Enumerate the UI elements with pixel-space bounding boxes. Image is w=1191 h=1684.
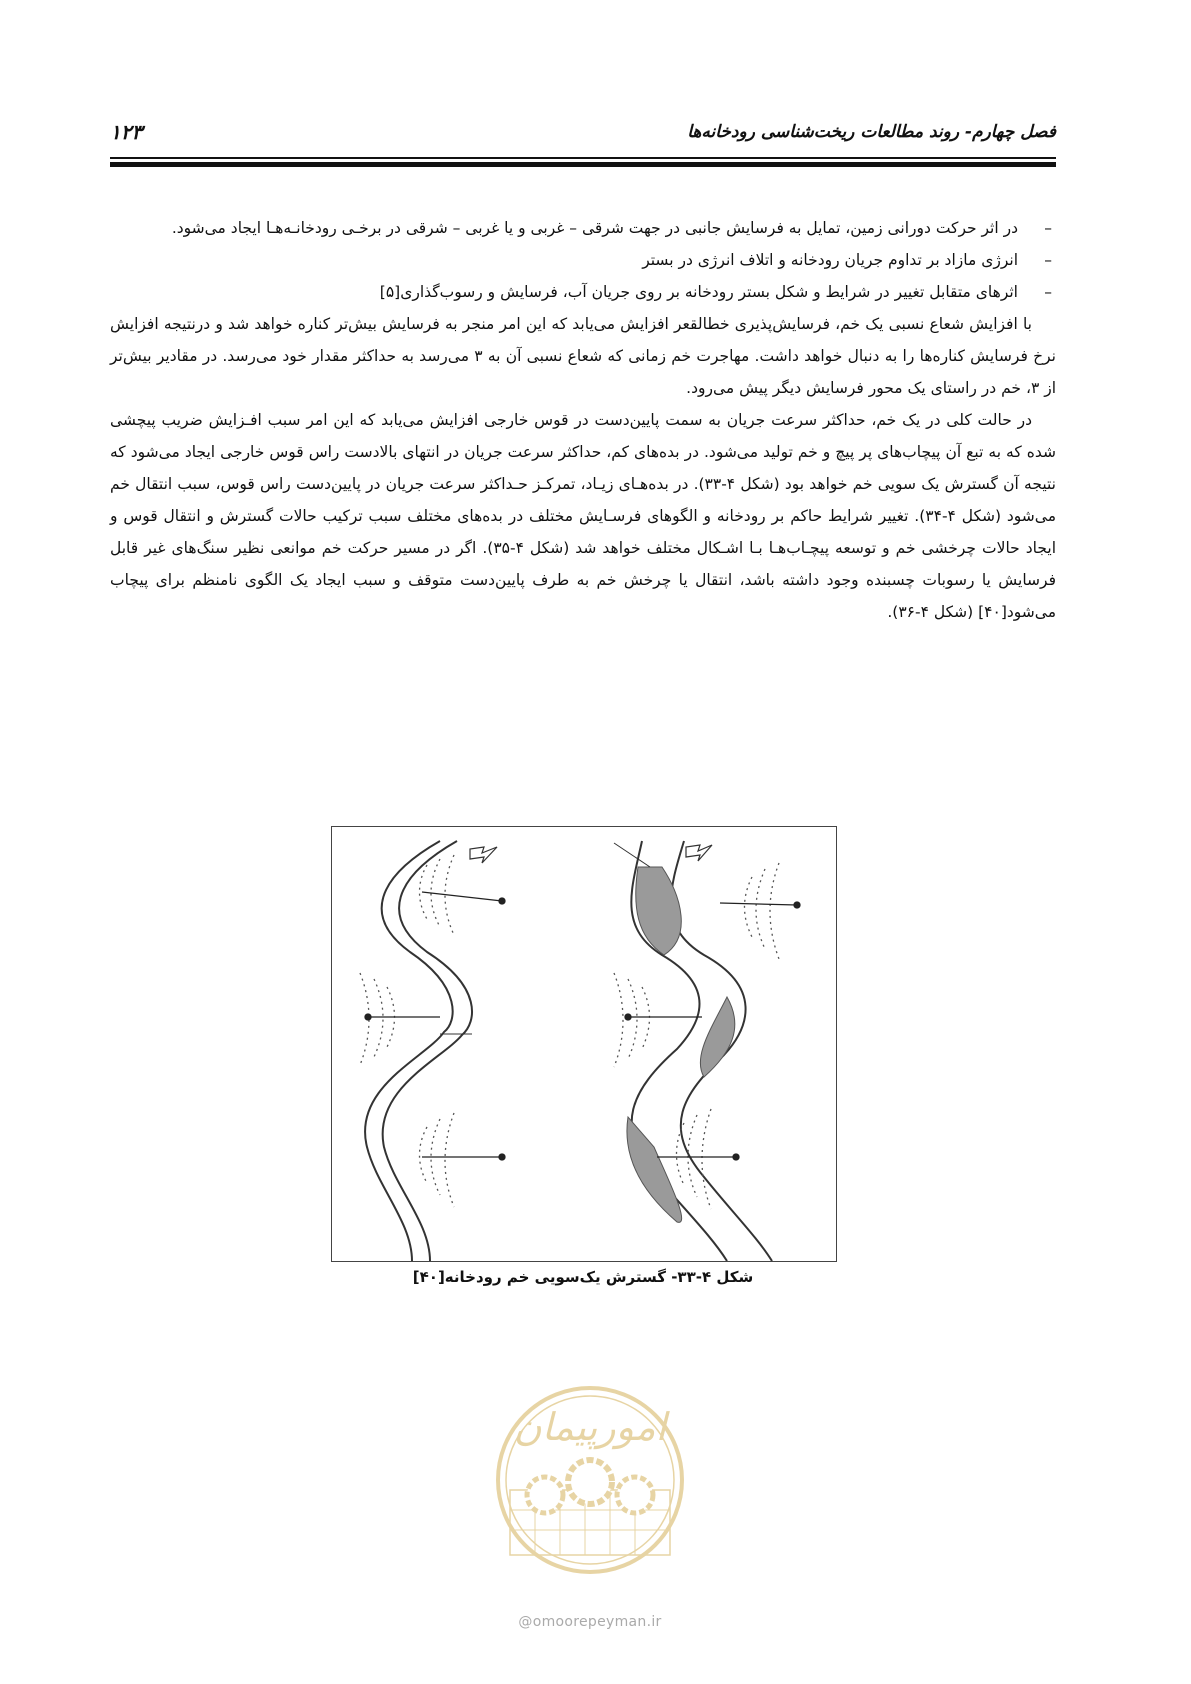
erosion-arc [642,987,650,1049]
bullet-dash-icon: – [1044,219,1052,237]
paragraph: با افزایش شعاع نسبی یک خم، فرسایش‌پذیری خطالقعر افزایش می‌یابد که این امر منجر به فرسایش بیش‌تر کناره خواهد شد و درنتیجه افزایش نرخ فرسایش کناره‌ها را به دنبال خواهد داشت. مهاجرت خم زمانی که شعاع نسبی آن به ۳ می‌رسد به حداکثر مقدار خود می‌رسد. در مقادیر بیش‌تر از ۳، خم در راستای یک محور فرسایش دیگر پیش می‌رود. [110,315,1056,397]
watermark-logo [490,1370,690,1600]
erosion-arc [420,1127,428,1183]
header-rule-thick [110,162,1056,167]
bullet-text: اثرهای متقابل تغییر در شرایط و شکل بستر رودخانه بر روی جریان آب، فرسایش و رسوب‌گذاری[۵] [379,283,1018,301]
meander-diagram [332,827,836,1261]
erosion-arc [770,863,779,959]
page-number: ۱۲۳ [110,120,143,144]
bullet-text: در اثر حرکت دورانی زمین، تمایل به فرسایش جانبی در جهت شرقی – غربی و یا غربی – شرقی در برخـی رودخانـه‌هـا ایجاد می‌شود. [171,219,1018,237]
erosion-arc [677,1123,685,1185]
velocity-arrow [720,903,797,905]
header-rule-thin [110,157,1056,159]
erosion-arc [614,973,623,1067]
erosion-arc [374,979,383,1057]
point-bar-top [636,867,682,955]
bullet-dash-icon: – [1044,283,1052,301]
watermark-logo-text: امورپیمان [513,1405,667,1449]
bullet-item [110,276,1056,308]
page-header [110,118,1056,148]
figure-caption: شکل ۴-۳۳- گسترش یک‌سویی خم رودخانه[۴۰] [412,1268,754,1286]
erosion-arc [445,1113,454,1207]
bullet-item [110,244,1056,276]
erosion-arc [702,1109,711,1209]
bullet-item [110,212,1056,244]
velocity-arrow [422,892,502,901]
paragraph: در حالت کلی در یک خم، حداکثر سرعت جریان به سمت پایین‌دست در قوس خارجی افزایش می‌یابد که این امر سبب افـزایش ضریب پیچشی شده که به تبع آن پیچاب‌های پر پیچ و خم تولید می‌شود. در بده‌های کم، حداکثر سرعت جریان در انتهای بالادست راس قوس خارجی ایجاد می‌شود که نتیجه آن گسترش یک سویی خم خواهد بود (شکل ۴-۳۳). در بده‌هـای زیـاد، تمرکـز حـداکثر سرعت جریان در پایین‌دست راس قوس، سبب انتقال خم می‌شود (شکل ۴-۳۴). تغییر شرایط حاکم بر رودخانه و الگوهای فرسـایش مختلف در بده‌های مختلف سبب ترکیب حالات گسترش و انتقال قوس و ایجاد حالات چرخشی خم و توسعه پیچـاب‌هـا بـا اشـکال مختلف خواهد شد (شکل ۴-۳۵). اگر در مسیر حرکت خم موانعی نظیر سنگ‌های غیر قابل فرسایش یا رسوبات چسبنده وجود داشته باشد، انتقال یا چرخش خم به طرف پایین‌دست متوقف و سبب ایجاد یک الگوی نامنظم برای پیچاب می‌شود[۴۰] (شکل ۴-۳۶). [110,411,1057,621]
left-channel-bank-b [383,841,472,1261]
bullet-text: انرژی مازاد بر تداوم جریان رودخانه و اتلاف انرژی در بستر [642,251,1018,269]
flow-direction-arrow-icon [686,845,712,861]
erosion-arc [756,869,765,949]
bullet-dash-icon: – [1044,251,1052,269]
body-text [110,212,1056,628]
point-bar-bottom [627,1117,682,1222]
point-bar-middle [700,997,735,1077]
watermark-url: @omoorepeyman.ir [518,1614,662,1630]
erosion-arc [745,877,753,937]
flow-direction-arrow-icon [470,847,497,863]
leader-line [614,843,650,867]
meander-figure [331,826,837,1262]
left-channel-bank-a [365,841,453,1261]
chapter-title: فصل چهارم- روند مطالعات ریخت‌شناسی رودخانه‌ها [687,122,1056,142]
